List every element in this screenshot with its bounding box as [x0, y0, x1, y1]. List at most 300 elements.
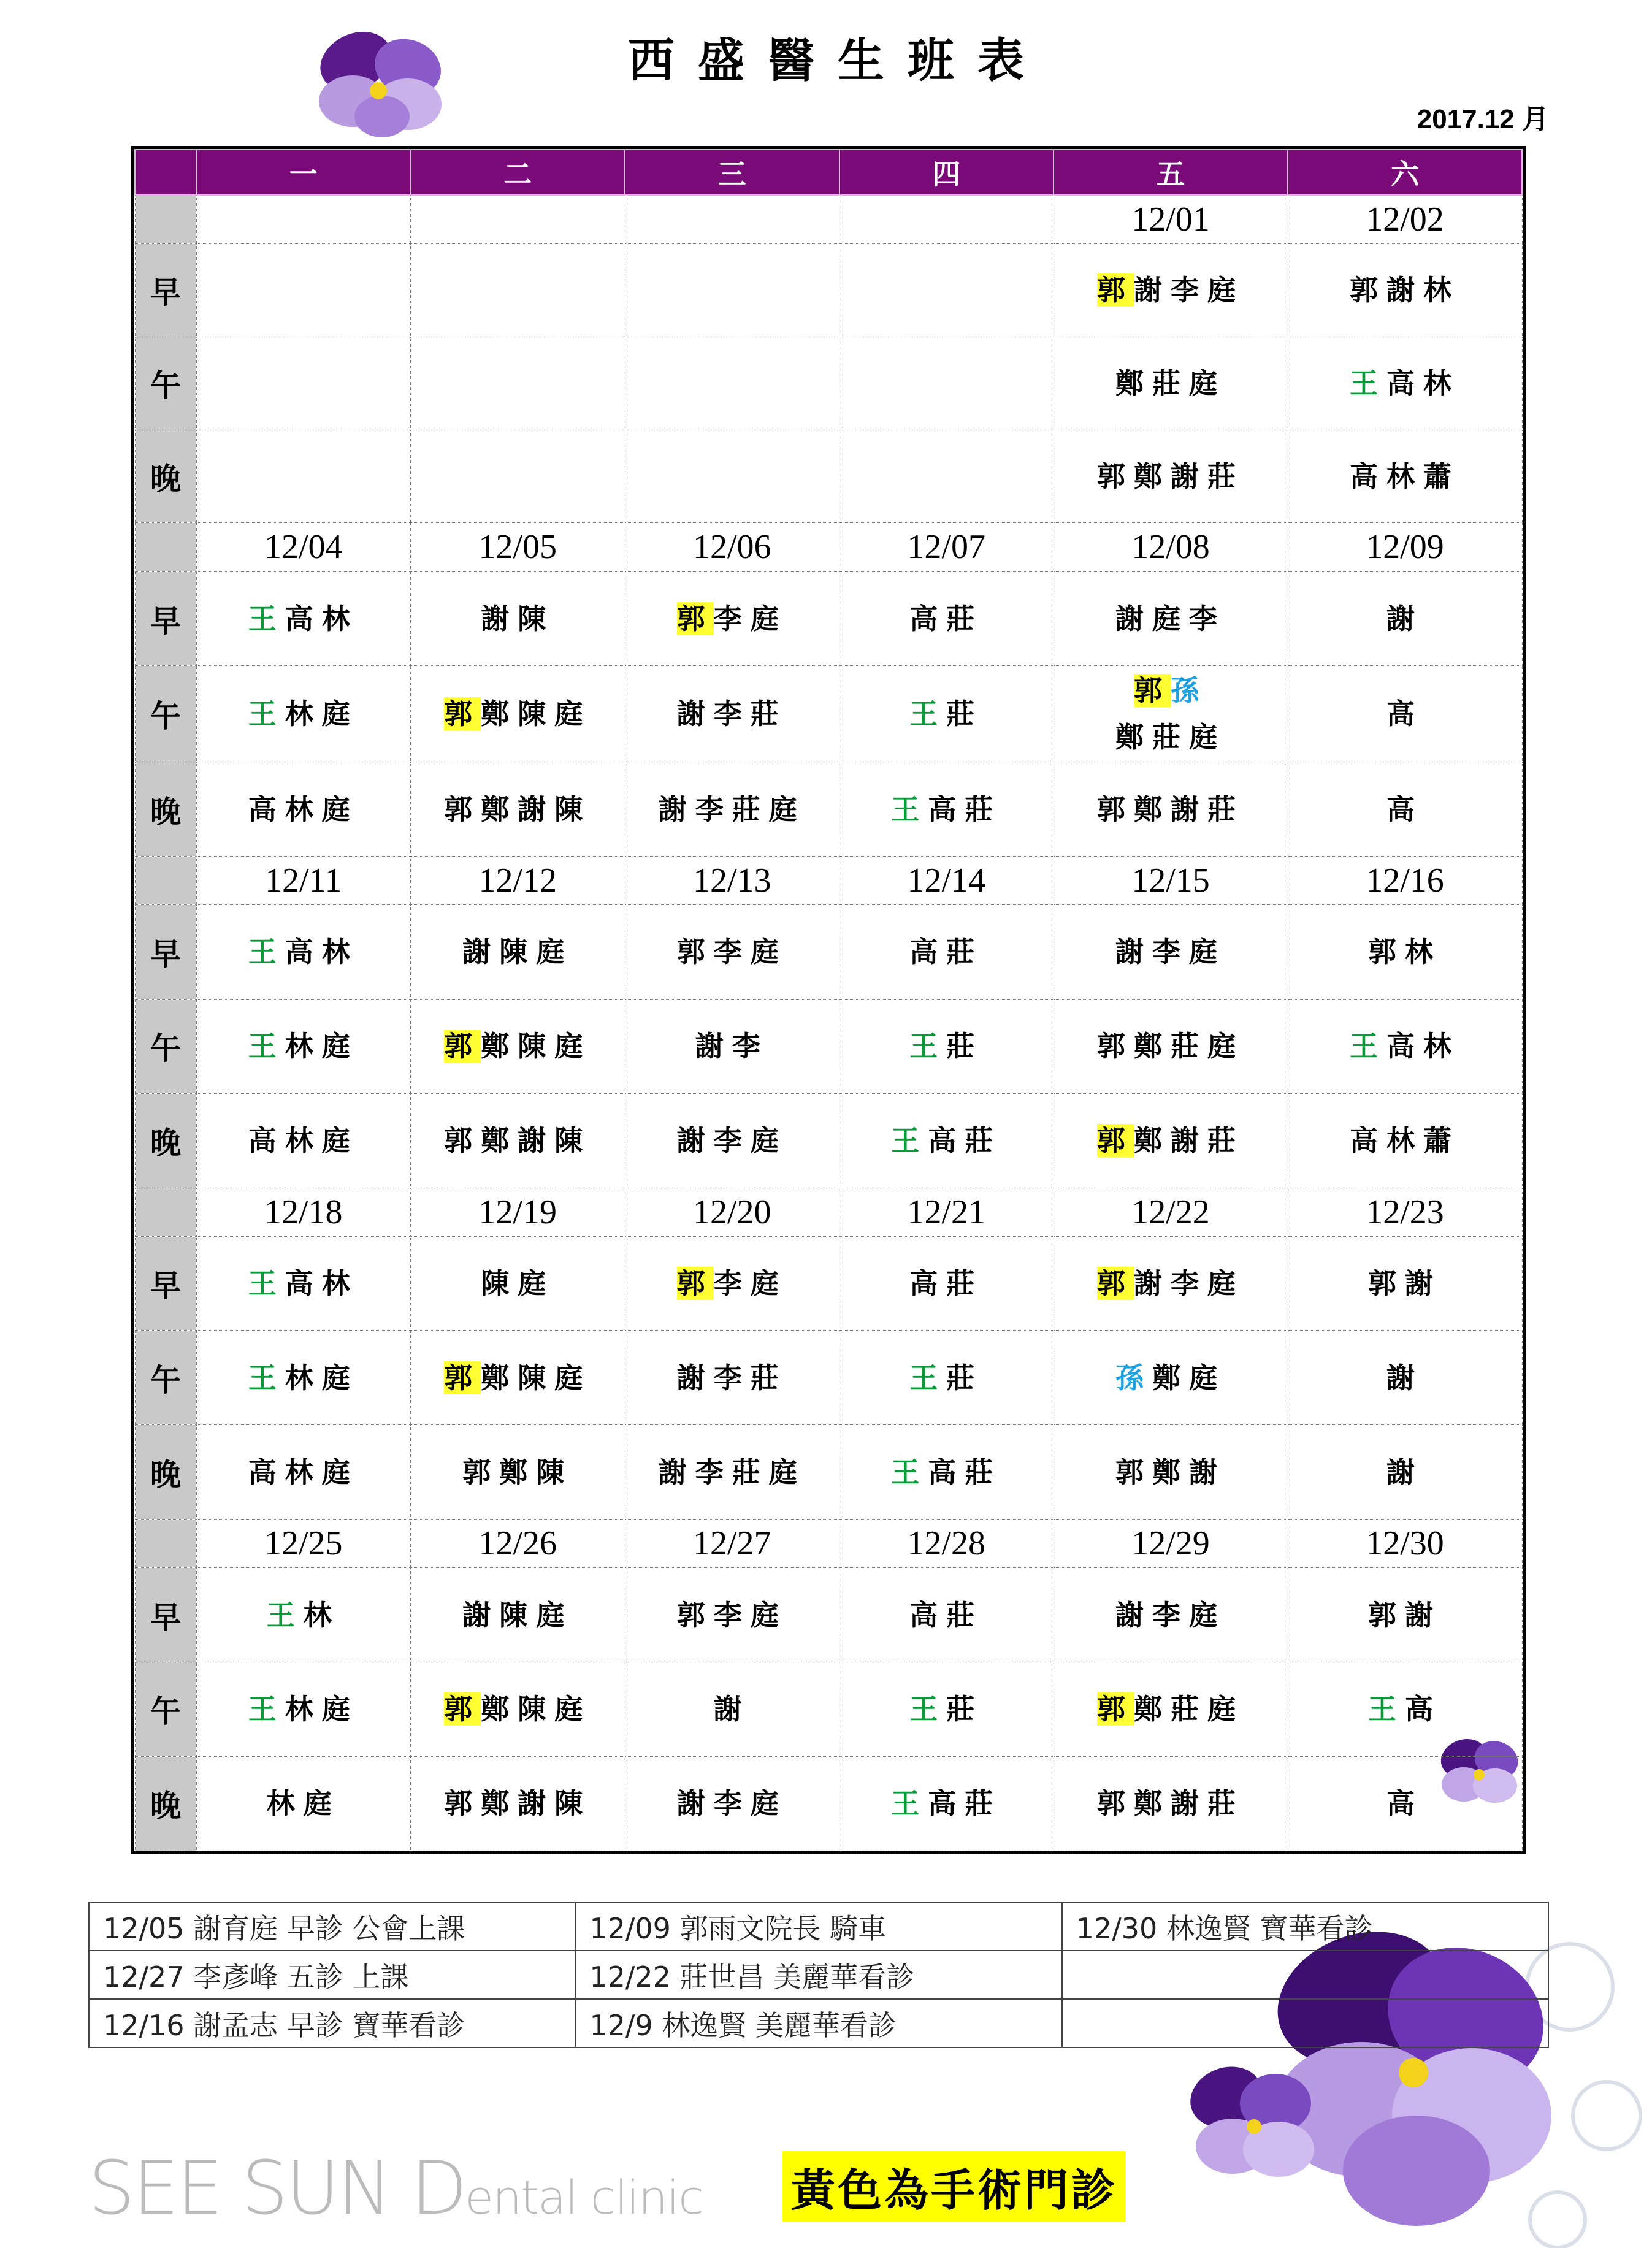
doctor-name: 陳	[499, 1598, 537, 1632]
doctor-name: 王	[909, 697, 947, 731]
doctor-name: 庭	[321, 1692, 359, 1726]
doctor-name: 林	[1423, 1030, 1460, 1063]
doctor-name: 莊	[946, 1267, 984, 1301]
note-cell: 12/9 林逸賢 美麗華看診	[575, 1999, 1061, 2047]
doctor-name: 謝	[1405, 1267, 1442, 1301]
shift-cell	[625, 999, 839, 1093]
doctor-name: 王	[266, 1598, 304, 1632]
shift-cell	[196, 762, 411, 857]
doctor-name: 莊	[732, 1455, 769, 1489]
doctor-name: 李	[713, 1787, 751, 1821]
doctor-name: 庭	[768, 792, 806, 826]
doctor-name: 王	[248, 602, 285, 635]
doctor-name: 王	[1350, 367, 1386, 400]
slot-row	[135, 999, 1522, 1093]
doctor-name: 郭	[676, 935, 714, 969]
doctor-name: 庭	[321, 792, 359, 826]
doctor-name: 鄭	[481, 1692, 518, 1726]
clinic-brand-logo	[88, 2146, 703, 2231]
date-cell: 12/28	[839, 1520, 1054, 1568]
doctor-name: 王	[891, 1124, 928, 1158]
shift-cell	[411, 999, 625, 1093]
shift-cell	[1288, 1425, 1522, 1520]
date-row	[135, 857, 1522, 905]
date-cell: 12/06	[625, 523, 839, 572]
shift-cell	[196, 1093, 411, 1188]
doctor-name: 高	[909, 935, 947, 969]
date-cell: 12/13	[625, 857, 839, 905]
doctor-name: 鄭	[1152, 1361, 1189, 1394]
doctor-name: 莊	[946, 1598, 984, 1632]
notes-table	[88, 1902, 1549, 2048]
doctor-name: 郭	[676, 602, 714, 635]
doctor-name: 鄭	[1134, 1787, 1171, 1821]
doctor-name: 謝	[462, 1598, 500, 1632]
doctor-name: 王	[248, 1361, 285, 1394]
shift-cell	[1054, 905, 1288, 1000]
doctor-name: 莊	[750, 697, 787, 731]
slot-label: 晚	[135, 762, 196, 857]
doctor-name: 高	[928, 1124, 965, 1158]
doctor-name: 謝	[676, 1124, 714, 1158]
doctor-name: 李	[695, 1455, 732, 1489]
doctor-name: 鄭	[1134, 792, 1171, 826]
shift-cell	[1288, 1756, 1522, 1851]
doctor-name: 高	[1386, 1787, 1423, 1821]
doctor-name: 謝	[658, 792, 695, 826]
shift-cell	[196, 905, 411, 1000]
doctor-name: 鄭	[481, 1787, 518, 1821]
date-cell: 12/22	[1054, 1188, 1288, 1236]
doctor-name: 謝	[1171, 1787, 1207, 1821]
doctor-name: 王	[891, 1787, 928, 1821]
doctor-name: 庭	[554, 697, 592, 731]
doctor-name: 陳	[518, 697, 555, 731]
date-cell: 12/25	[196, 1520, 411, 1568]
shift-cell	[839, 666, 1054, 762]
doctor-name: 林	[285, 792, 322, 826]
doctor-name: 郭	[1097, 1124, 1134, 1158]
doctor-name: 李	[713, 697, 751, 731]
doctor-name: 高	[248, 1124, 285, 1158]
doctor-name: 郭	[462, 1455, 500, 1489]
shift-cell	[1054, 337, 1288, 430]
shift-cell	[411, 1236, 625, 1331]
shift-cell	[839, 999, 1054, 1093]
doctor-name: 陳	[481, 1267, 518, 1301]
shift-cell	[839, 905, 1054, 1000]
shift-cell	[625, 905, 839, 1000]
side-blank	[135, 523, 196, 572]
doctor-name: 郭	[444, 1787, 481, 1821]
doctor-name: 林	[266, 1787, 304, 1821]
doctor-name: 李	[713, 1267, 751, 1301]
doctor-name: 庭	[750, 602, 787, 635]
doctor-name: 高	[1386, 792, 1423, 826]
doctor-name: 謝	[1115, 1598, 1152, 1632]
shift-cell	[1288, 762, 1522, 857]
doctor-name: 庭	[554, 1361, 592, 1394]
doctor-name: 陳	[499, 935, 537, 969]
doctor-name: 高	[1386, 697, 1423, 731]
legend-yellow-surgery: 黃色為手術門診	[782, 2151, 1126, 2222]
shift-cell	[411, 244, 625, 337]
slot-label: 晚	[135, 1756, 196, 1851]
doctor-name: 謝	[1386, 1455, 1423, 1489]
doctor-name: 林	[321, 602, 359, 635]
slot-row	[135, 244, 1522, 337]
doctor-name: 林	[1423, 367, 1460, 400]
shift-cell	[1054, 1425, 1288, 1520]
shift-cell	[411, 1568, 625, 1662]
weekday-header: 四	[839, 150, 1054, 195]
shift-cell	[411, 1425, 625, 1520]
shift-cell	[196, 244, 411, 337]
date-cell: 12/19	[411, 1188, 625, 1236]
doctor-name: 高	[928, 1455, 965, 1489]
doctor-name: 庭	[768, 1455, 806, 1489]
doctor-name: 林	[285, 1455, 322, 1489]
doctor-name: 郭	[444, 1030, 481, 1063]
date-cell: 12/05	[411, 523, 625, 572]
date-row	[135, 523, 1522, 572]
doctor-name: 林	[303, 1598, 340, 1632]
doctor-name: 林	[321, 1267, 359, 1301]
doctor-name: 王	[1368, 1692, 1405, 1726]
doctor-name: 王	[909, 1030, 947, 1063]
note-cell	[1062, 1951, 1548, 1999]
doctor-name: 孫	[1115, 1361, 1152, 1394]
slot-row	[135, 430, 1522, 523]
doctor-name: 莊	[1171, 1692, 1207, 1726]
doctor-name: 高	[1386, 1030, 1423, 1063]
note-cell: 12/22 莊世昌 美麗華看診	[575, 1951, 1061, 1999]
doctor-name: 高	[1350, 1124, 1386, 1158]
doctor-name: 李	[713, 1361, 751, 1394]
shift-cell	[839, 244, 1054, 337]
doctor-name: 庭	[1189, 1361, 1226, 1394]
date-cell: 12/09	[1288, 523, 1522, 572]
date-cell: 12/29	[1054, 1520, 1288, 1568]
doctor-name: 莊	[965, 1455, 1002, 1489]
doctor-name: 謝	[1386, 273, 1423, 307]
weekday-header-row	[135, 150, 1522, 195]
doctor-name: 謝	[658, 1455, 695, 1489]
slot-row	[135, 762, 1522, 857]
doctor-name: 謝	[1171, 460, 1207, 494]
doctor-name: 鄭	[1152, 1455, 1189, 1489]
doctor-name: 林	[321, 935, 359, 969]
slot-label: 晚	[135, 1425, 196, 1520]
doctor-name: 鄭	[1134, 460, 1171, 494]
doctor-name: 謝	[1115, 602, 1152, 635]
doctor-name: 高	[285, 1267, 322, 1301]
doctor-name: 莊	[946, 1030, 984, 1063]
shift-cell	[625, 1662, 839, 1757]
doctor-name: 郭	[1368, 1267, 1405, 1301]
shift-cell	[1054, 572, 1288, 666]
doctor-name: 高	[248, 792, 285, 826]
weekday-header: 二	[411, 150, 625, 195]
date-cell: 12/23	[1288, 1188, 1522, 1236]
slot-label: 晚	[135, 430, 196, 523]
doctor-name: 謝	[1171, 1124, 1207, 1158]
doctor-name: 郭	[1097, 1030, 1134, 1063]
shift-cell	[196, 1331, 411, 1425]
doctor-name: 謝	[518, 1787, 555, 1821]
doctor-name: 庭	[1152, 602, 1189, 635]
shift-cell	[1288, 905, 1522, 1000]
weekday-header: 五	[1054, 150, 1288, 195]
doctor-name: 謝	[1115, 935, 1152, 969]
doctor-name: 高	[909, 1267, 947, 1301]
slot-row	[135, 905, 1522, 1000]
doctor-name: 郭	[1368, 1598, 1405, 1632]
slot-row	[135, 337, 1522, 430]
weekday-header: 六	[1288, 150, 1522, 195]
date-cell: 12/27	[625, 1520, 839, 1568]
month-label: 2017.12 月	[1417, 104, 1549, 134]
doctor-name: 王	[248, 935, 285, 969]
doctor-name: 謝	[1134, 273, 1171, 307]
doctor-name: 郭	[444, 1124, 481, 1158]
doctor-name: 莊	[965, 792, 1002, 826]
schedule-table	[131, 146, 1526, 1854]
shift-cell	[1288, 666, 1522, 762]
doctor-name: 莊	[1207, 460, 1244, 494]
doctor-name: 庭	[321, 1030, 359, 1063]
doctor-name: 莊	[946, 602, 984, 635]
date-cell	[625, 195, 839, 244]
note-cell: 12/30 林逸賢 寶華看診	[1062, 1902, 1548, 1951]
shift-cell	[1288, 999, 1522, 1093]
shift-cell	[411, 666, 625, 762]
doctor-name: 庭	[1207, 273, 1244, 307]
doctor-name: 高	[928, 1787, 965, 1821]
slot-label: 晚	[135, 1093, 196, 1188]
doctor-name: 庭	[536, 1598, 573, 1632]
note-cell: 12/27 李彥峰 五診 上課	[89, 1951, 575, 1999]
shift-cell	[625, 244, 839, 337]
doctor-name: 庭	[303, 1787, 340, 1821]
doctor-name: 庭	[750, 1124, 787, 1158]
doctor-name: 莊	[965, 1124, 1002, 1158]
shift-cell	[625, 1756, 839, 1851]
doctor-name: 莊	[965, 1787, 1002, 1821]
slot-row	[135, 1756, 1522, 1851]
shift-cell	[411, 430, 625, 523]
slot-row	[135, 666, 1522, 762]
doctor-name: 庭	[536, 935, 573, 969]
doctor-name: 高	[285, 602, 322, 635]
doctor-name: 庭	[554, 1030, 592, 1063]
date-row	[135, 1188, 1522, 1236]
doctor-name: 庭	[1189, 367, 1226, 400]
doctor-name: 林	[1386, 1124, 1423, 1158]
doctor-name: 庭	[750, 935, 787, 969]
doctor-name: 庭	[518, 1267, 555, 1301]
doctor-name: 王	[891, 1455, 928, 1489]
date-cell: 12/26	[411, 1520, 625, 1568]
doctor-name: 莊	[946, 935, 984, 969]
shift-cell	[196, 1568, 411, 1662]
doctor-name: 鄭	[481, 1030, 518, 1063]
doctor-name: 林	[285, 1124, 322, 1158]
doctor-name: 王	[248, 1267, 285, 1301]
shift-cell	[625, 1093, 839, 1188]
shift-cell	[1288, 337, 1522, 430]
doctor-name: 郭	[1350, 273, 1386, 307]
doctor-name: 鄭	[1134, 1124, 1171, 1158]
slot-row	[135, 1425, 1522, 1520]
doctor-name: 王	[909, 1361, 947, 1394]
doctor-name: 林	[285, 1692, 322, 1726]
slot-label: 早	[135, 572, 196, 666]
shift-cell	[196, 1236, 411, 1331]
doctor-name: 庭	[321, 1361, 359, 1394]
shift-cell	[625, 430, 839, 523]
shift-cell	[1054, 1093, 1288, 1188]
doctor-name: 莊	[1171, 1030, 1207, 1063]
note-cell: 12/09 郭雨文院長 騎車	[575, 1902, 1061, 1951]
doctor-name: 郭	[1368, 935, 1405, 969]
doctor-name: 謝	[481, 602, 518, 635]
doctor-name: 李	[713, 1598, 751, 1632]
note-cell: 12/16 謝孟志 早診 寶華看診	[89, 1999, 575, 2047]
doctor-name: 郭	[444, 697, 481, 731]
shift-cell	[1288, 1568, 1522, 1662]
doctor-name: 高	[928, 792, 965, 826]
date-cell: 12/07	[839, 523, 1054, 572]
doctor-name: 莊	[1152, 721, 1189, 754]
slot-label: 早	[135, 905, 196, 1000]
shift-cell	[839, 1093, 1054, 1188]
doctor-name: 王	[248, 1030, 285, 1063]
shift-cell	[196, 1662, 411, 1757]
shift-cell	[196, 572, 411, 666]
date-cell: 12/20	[625, 1188, 839, 1236]
doctor-name: 謝	[1134, 1267, 1171, 1301]
shift-cell	[625, 572, 839, 666]
doctor-name: 郭	[1097, 460, 1134, 494]
slot-label: 午	[135, 999, 196, 1093]
shift-cell	[196, 1756, 411, 1851]
shift-cell	[1288, 244, 1522, 337]
side-blank	[135, 857, 196, 905]
slot-label: 早	[135, 1568, 196, 1662]
doctor-name: 李	[1152, 935, 1189, 969]
doctor-name: 郭	[1097, 792, 1134, 826]
note-row	[89, 1902, 1548, 1951]
shift-cell	[1054, 762, 1288, 857]
doctor-name: 鄭	[1134, 1030, 1171, 1063]
doctor-name: 郭	[444, 1692, 481, 1726]
shift-cell	[839, 1236, 1054, 1331]
shift-cell	[1054, 430, 1288, 523]
doctor-name: 鄭	[481, 792, 518, 826]
doctor-name: 高	[285, 935, 322, 969]
shift-cell	[839, 430, 1054, 523]
shift-cell	[625, 1236, 839, 1331]
shift-cell	[839, 1331, 1054, 1425]
doctor-name: 謝	[462, 935, 500, 969]
date-cell	[411, 195, 625, 244]
shift-cell	[839, 1662, 1054, 1757]
doctor-name: 高	[909, 1598, 947, 1632]
doctor-name: 陳	[518, 1030, 555, 1063]
doctor-name: 郭	[1097, 1692, 1134, 1726]
doctor-name: 庭	[1189, 1598, 1226, 1632]
shift-cell	[839, 1756, 1054, 1851]
doctor-name: 謝	[713, 1692, 751, 1726]
doctor-name: 庭	[750, 1787, 787, 1821]
slot-row	[135, 572, 1522, 666]
page-title: 西盛醫生班表	[628, 33, 1047, 88]
doctor-name: 王	[891, 792, 928, 826]
date-cell: 12/15	[1054, 857, 1288, 905]
doctor-name: 林	[1386, 460, 1423, 494]
doctor-name: 鄭	[1115, 367, 1152, 400]
shift-cell	[411, 1093, 625, 1188]
doctor-name: 陳	[518, 602, 555, 635]
shift-cell	[1054, 666, 1288, 762]
doctor-name: 庭	[750, 1267, 787, 1301]
doctor-name: 陳	[518, 1692, 555, 1726]
doctor-name: 李	[1171, 1267, 1207, 1301]
weekday-header: 三	[625, 150, 839, 195]
doctor-name: 庭	[1189, 935, 1226, 969]
doctor-name: 陳	[536, 1455, 573, 1489]
side-blank	[135, 1520, 196, 1568]
doctor-name: 莊	[946, 697, 984, 731]
shift-cell	[1288, 1093, 1522, 1188]
slot-label: 午	[135, 1662, 196, 1757]
doctor-name: 郭	[1097, 1267, 1134, 1301]
shift-cell	[1054, 1662, 1288, 1757]
slot-row	[135, 1093, 1522, 1188]
shift-cell	[411, 572, 625, 666]
doctor-name: 庭	[750, 1598, 787, 1632]
doctor-name: 謝	[1386, 602, 1423, 635]
date-cell: 12/11	[196, 857, 411, 905]
doctor-name: 林	[285, 697, 322, 731]
doctor-name: 莊	[1207, 792, 1244, 826]
doctor-name: 謝	[676, 1787, 714, 1821]
doctor-name: 李	[1171, 273, 1207, 307]
doctor-name: 郭	[1134, 674, 1171, 708]
date-cell: 12/04	[196, 523, 411, 572]
doctor-name: 庭	[321, 697, 359, 731]
shift-cell	[196, 430, 411, 523]
doctor-name: 林	[285, 1361, 322, 1394]
shift-cell	[625, 1425, 839, 1520]
shift-cell	[1054, 1236, 1288, 1331]
slot-label: 早	[135, 244, 196, 337]
slot-label: 午	[135, 337, 196, 430]
doctor-name: 林	[1405, 935, 1442, 969]
doctor-name: 陳	[554, 1787, 592, 1821]
shift-cell	[1288, 1331, 1522, 1425]
doctor-name: 謝	[676, 1361, 714, 1394]
doctor-name: 鄭	[481, 1124, 518, 1158]
shift-cell	[411, 337, 625, 430]
doctor-name: 莊	[946, 1361, 984, 1394]
doctor-name: 謝	[1189, 1455, 1226, 1489]
doctor-name: 莊	[1152, 367, 1189, 400]
shift-cell	[196, 337, 411, 430]
slot-label: 午	[135, 1331, 196, 1425]
doctor-name: 庭	[321, 1124, 359, 1158]
